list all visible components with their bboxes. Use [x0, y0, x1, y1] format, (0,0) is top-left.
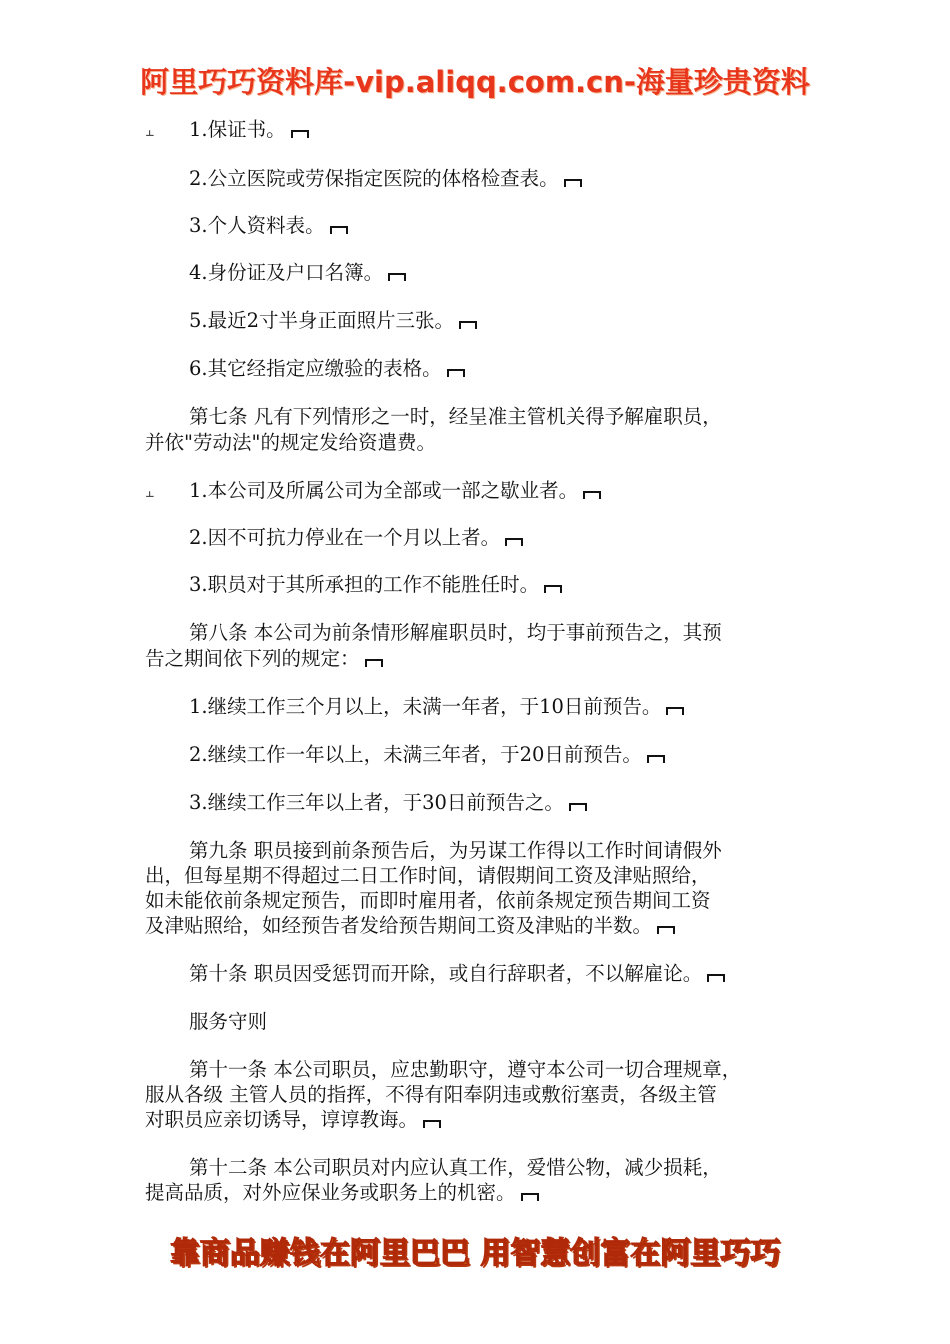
article-10: 第十条 职员因受惩罚而开除，或自行辞职者，不以解雇论。 [145, 961, 854, 986]
list-item: 3.职员对于其所承担的工作不能胜任时。 [145, 572, 854, 597]
return-mark-icon [459, 321, 477, 329]
return-mark-icon [365, 659, 383, 667]
return-mark-icon [564, 179, 582, 187]
return-mark-icon [521, 1193, 539, 1201]
list-item: 2.公立医院或劳保指定医院的体格检查表。 [145, 166, 854, 191]
article-9-line1: 第九条 职员接到前条预告后，为另谋工作得以工作时间请假外 [189, 839, 722, 862]
return-mark-icon [666, 707, 684, 715]
list-item: 2.继续工作一年以上，未满三年者，于20日前预告。 [145, 742, 854, 767]
return-mark-icon [647, 755, 665, 763]
article-9-line4: 及津贴照给，如经预告者发给预告期间工资及津贴的半数。 [145, 913, 810, 938]
list-item: 5.最近2寸半身正面照片三张。 [145, 308, 854, 333]
article-8-line2: 告之期间依下列的规定： [145, 646, 810, 671]
article-7-line2: 并依"劳动法"的规定发给资遣费。 [145, 431, 436, 454]
bullet-icon: ⫠ [145, 122, 155, 140]
return-mark-icon [291, 130, 309, 138]
article-11-line1: 第十一条 本公司职员，应忠勤职守，遵守本公司一切合理规章， [189, 1058, 742, 1081]
header-banner: 阿里巧巧资料库-vip.aliqq.com.cn-海量珍贵资料 [140, 65, 810, 99]
return-mark-icon [583, 491, 601, 499]
footer-banner: 靠商品赚钱在阿里巴巴 用智慧创富在阿里巧巧 [169, 1236, 781, 1271]
return-mark-icon [569, 803, 587, 811]
return-mark-icon [423, 1120, 441, 1128]
article-12-line1: 第十二条 本公司职员对内应认真工作，爱惜公物，减少损耗， [189, 1156, 722, 1179]
return-mark-icon [544, 585, 562, 593]
list-item: 4.身份证及户口名簿。 [145, 260, 854, 285]
list-item: 2.因不可抗力停业在一个月以上者。 [145, 525, 854, 550]
return-mark-icon [505, 538, 523, 546]
list-item: 1.继续工作三个月以上，未满一年者，于10日前预告。 [145, 694, 854, 719]
article-11-line2: 服从各级 主管人员的指挥，不得有阳奉阴违或敷衍塞责，各级主管 [145, 1083, 717, 1106]
article-9-line2: 出，但每星期不得超过二日工作时间，请假期间工资及津贴照给， [145, 864, 711, 887]
list-item: 1.本公司及所属公司为全部或一部之歇业者。 [145, 478, 854, 503]
return-mark-icon [447, 369, 465, 377]
list-item: 3.继续工作三年以上者，于30日前预告之。 [145, 790, 854, 815]
article-12-line2: 提高品质，对外应保业务或职务上的机密。 [145, 1180, 810, 1205]
return-mark-icon [330, 226, 348, 234]
article-7-line1: 第七条 凡有下列情形之一时，经呈准主管机关得予解雇职员， [189, 405, 722, 428]
list-item: 6.其它经指定应缴验的表格。 [145, 356, 854, 381]
article-9-line3: 如未能依前条规定预告，而即时雇用者，依前条规定预告期间工资 [145, 889, 711, 912]
return-mark-icon [657, 926, 675, 934]
bullet-icon: ⫠ [145, 483, 155, 501]
article-8-line1: 第八条 本公司为前条情形解雇职员时，均于事前预告之，其预 [189, 621, 722, 644]
list-item: 1.保证书。 [145, 117, 854, 142]
return-mark-icon [388, 273, 406, 281]
list-item: 3.个人资料表。 [145, 213, 854, 238]
article-11-line3: 对职员应亲切诱导，谆谆教诲。 [145, 1107, 810, 1132]
section-heading: 服务守则 [189, 1010, 268, 1033]
return-mark-icon [707, 974, 725, 982]
